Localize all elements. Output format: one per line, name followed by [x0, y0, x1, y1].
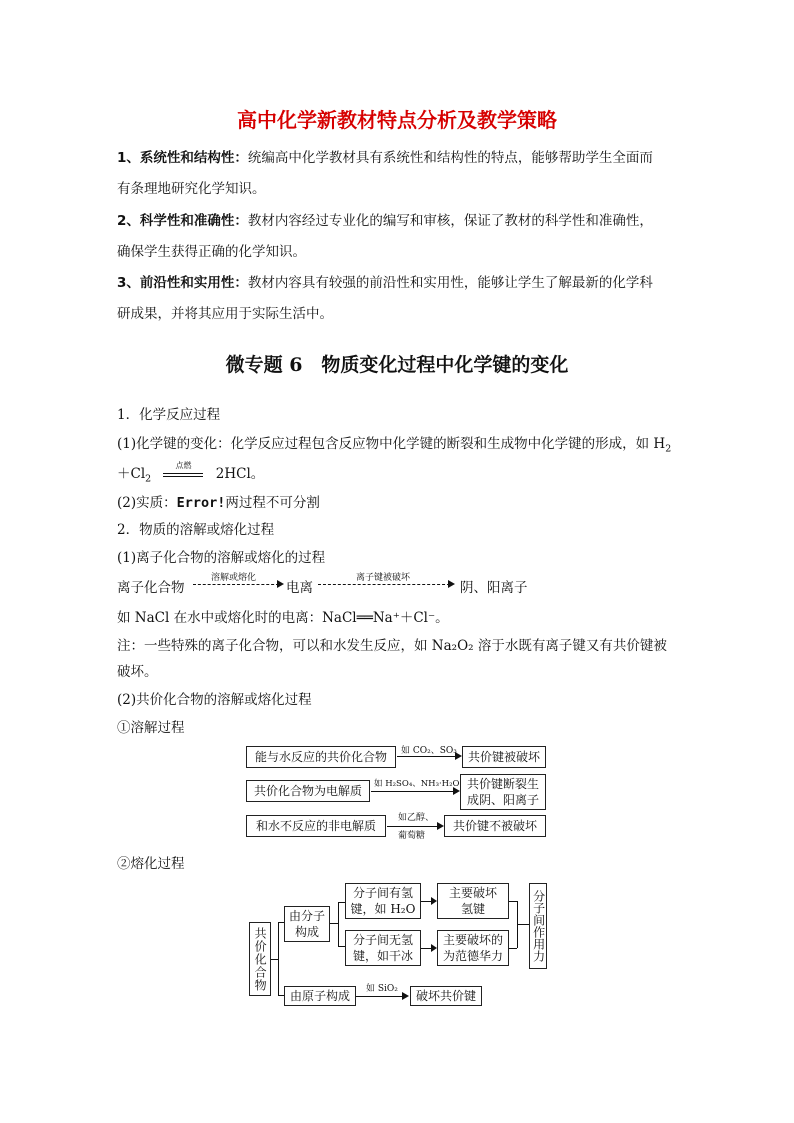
flow-arrow-1-label: 溶解或熔化	[211, 573, 257, 583]
sec1-p1a	[117, 432, 671, 455]
m-br-top	[509, 901, 517, 902]
flow-arrow-1	[193, 570, 285, 590]
d-r1-label: 如 CO₂、SO₃	[401, 746, 457, 756]
m-root: 共价化合物	[249, 922, 271, 996]
eq-arrow	[161, 460, 205, 482]
m-hb-l2: 键，如 H₂O	[350, 902, 416, 916]
m-to-nhb	[338, 946, 345, 947]
m-atom: 由原子构成	[284, 986, 356, 1006]
m-root-conn	[271, 959, 278, 960]
m-hb	[345, 883, 421, 919]
d-r2-right-l2: 成阴、阳离子	[466, 793, 539, 807]
melt-heading: ②熔化过程	[117, 856, 185, 872]
sec1-p1a-text: (1)化学键的变化：化学反应过程包含反应物中化学键的断裂和生成物中化学键的形成，如 H	[117, 436, 666, 452]
m-to-hb	[338, 902, 345, 903]
note-line1: 注：一些特殊的离子化合物，可以和水发生反应，如 Na₂O₂ 溶于水既有离子键又有共价键被	[117, 638, 667, 654]
point-2-body: 教材内容经过专业化的编写和审核，保证了教材的科学性和准确性，	[247, 213, 653, 229]
d-r1-left: 能与水反应的共价化合物	[246, 746, 396, 768]
dissolve-heading: ①溶解过程	[117, 720, 185, 736]
m-inter: 分子间作用力	[529, 883, 547, 969]
d-r2-label: 如 H₂SO₄、NH₃·H₂O	[374, 779, 460, 789]
m-nhbr-l2: 为范德华力	[442, 949, 503, 963]
flow-arrow-2-label: 离子键被破坏	[356, 573, 411, 583]
sec2-s2: (2)共价化合物的溶解或熔化过程	[117, 692, 312, 708]
ionic-flow-start: 离子化合物	[117, 580, 185, 596]
point-2-line2: 确保学生获得正确的化学知识。	[117, 244, 306, 260]
point-1-body: 统编高中化学教材具有系统性和结构性的特点，能够帮助学生全面而	[247, 150, 653, 166]
m-nhb-l2: 键，如干冰	[352, 949, 413, 963]
sec1-p2-pre: (2)实质：	[117, 495, 177, 511]
m-hbr	[437, 883, 509, 919]
m-mol-vline	[338, 902, 339, 946]
d-r3-arrowhead	[437, 822, 444, 830]
m-atom-label: 如 SiO₂	[366, 984, 398, 994]
m-hb-l1: 分子间有氢	[352, 885, 413, 900]
d-r2-right	[460, 774, 546, 810]
point-3-line1	[117, 271, 653, 291]
eq-product: 2HCl。	[215, 466, 265, 482]
m-br-out	[517, 924, 529, 925]
section-title: 微专题 6 物质变化过程中化学键的变化	[225, 354, 569, 376]
m-atom-right: 破坏共价键	[410, 986, 482, 1006]
sec1-p1b	[117, 462, 264, 485]
point-1-head: 1、系统性和结构性：	[117, 150, 248, 166]
flow-arrow-2	[318, 570, 458, 590]
sec1-heading: 1．化学反应过程	[117, 407, 221, 423]
m-nhbr-l1: 主要破坏的	[442, 932, 503, 947]
d-r3-label2: 葡萄糖	[398, 831, 426, 841]
point-1-line1	[117, 146, 653, 166]
m-mol-conn	[330, 923, 338, 924]
d-r1-right: 共价键被破坏	[462, 746, 546, 768]
m-root-vline	[278, 922, 279, 996]
d-r3-left: 和水不反应的非电解质	[246, 815, 386, 837]
eq-cl-sub: 2	[145, 473, 152, 485]
point-2-line1	[117, 209, 653, 229]
ionic-flow-end: 阴、阳离子	[460, 580, 528, 596]
sec2-heading: 2．物质的溶解或熔化过程	[117, 522, 275, 538]
point-1-line2: 有条理地研究化学知识。	[117, 181, 266, 197]
d-r1-arrowhead	[455, 752, 462, 760]
d-r3-label1: 如乙醇、	[398, 813, 435, 823]
m-hbr-l2: 氢键	[460, 902, 485, 916]
m-nhbr	[437, 930, 509, 966]
m-mol: 由分子构成	[284, 906, 330, 942]
nacl-example: 如 NaCl 在水中或熔化时的电离：NaCl══Na⁺＋Cl⁻。	[117, 610, 449, 626]
point-2-head: 2、科学性和准确性：	[117, 213, 248, 229]
d-r2-left: 共价化合物为电解质	[246, 780, 370, 802]
error-text: Error!	[176, 495, 226, 511]
eq-condition: 点燃	[175, 460, 192, 470]
sec1-p1a-sub: 2	[665, 443, 672, 455]
sec1-p2	[117, 491, 320, 511]
d-r2-arrow	[371, 791, 457, 792]
sec2-s1: (1)离子化合物的溶解或熔化的过程	[117, 550, 326, 566]
note-line2: 破坏。	[117, 664, 158, 680]
m-nhb	[345, 930, 421, 966]
point-3-head: 3、前沿性和实用性：	[117, 275, 248, 291]
m-atom-arrowhead	[402, 992, 409, 1000]
m-br-bot	[509, 948, 517, 949]
point-3-body: 教材内容具有较强的前沿性和实用性，能够让学生了解最新的化学科	[247, 275, 653, 291]
d-r1-arrow	[397, 756, 459, 757]
d-r3-arrow	[387, 826, 439, 827]
m-hbr-l1: 主要破坏	[448, 885, 497, 900]
point-3-line2: 研成果，并将其应用于实际生活中。	[117, 306, 333, 322]
d-r3-right: 共价键不被破坏	[444, 815, 546, 837]
m-atom-arrow	[356, 996, 404, 997]
d-r2-right-l1: 共价键断裂生	[466, 776, 539, 791]
sec1-p2-post: 两过程不可分割	[225, 495, 320, 511]
ionic-flow-mid: 电离	[286, 580, 313, 596]
page-title: 高中化学新教材特点分析及教学策略	[237, 108, 557, 132]
d-r2-arrowhead	[453, 787, 460, 795]
eq-cl: ＋Cl	[117, 466, 146, 482]
m-nhb-l1: 分子间无氢	[352, 932, 413, 947]
